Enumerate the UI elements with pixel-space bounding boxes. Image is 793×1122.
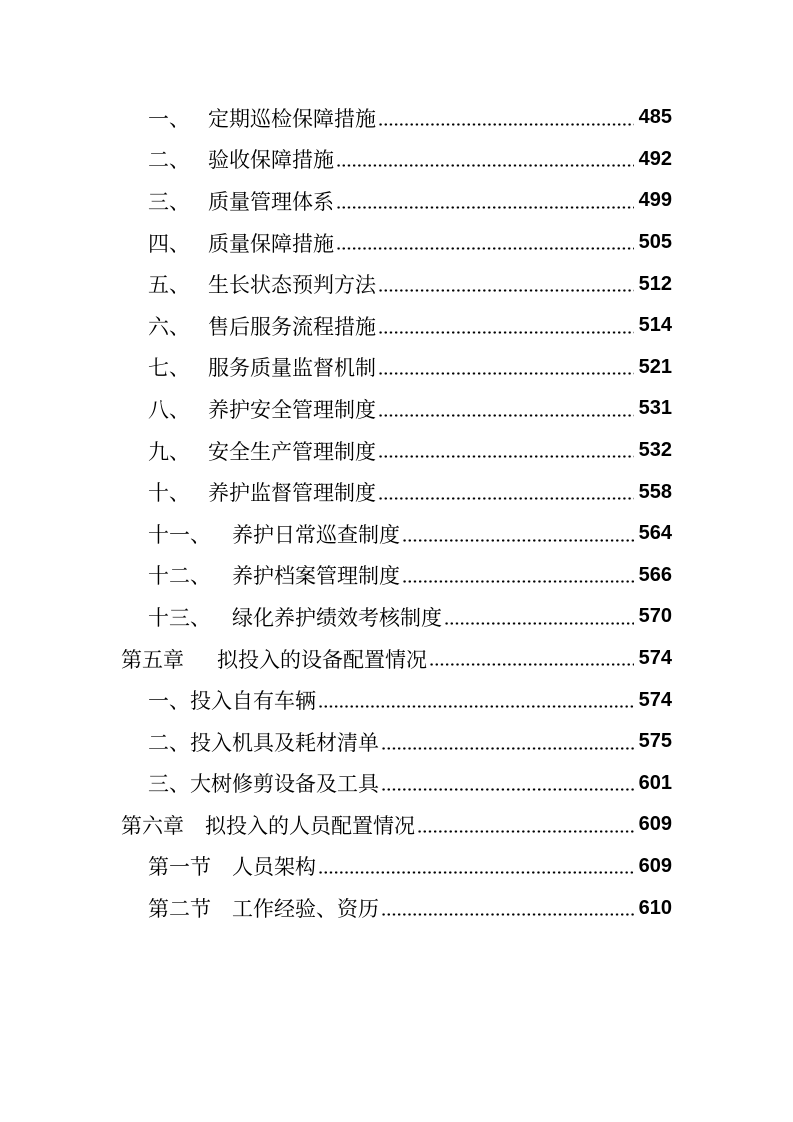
dot-leader: [336, 222, 634, 264]
toc-entry-title: 养护日常巡查制度: [232, 522, 400, 547]
toc-entry[interactable]: [0, 513, 793, 555]
toc-entry-number: 十三、: [148, 605, 211, 630]
toc-entry-number: 第二节: [148, 897, 211, 922]
toc-entry-title: 质量管理体系: [208, 189, 334, 214]
dot-leader: [402, 513, 634, 555]
dot-leader: [381, 763, 634, 805]
toc-entry-number: 十二、: [148, 564, 211, 589]
toc-entry-title: 三、大树修剪设备及工具: [148, 772, 379, 797]
toc-entry-title: 绿化养护绩效考核制度: [232, 605, 442, 630]
toc-entry-title: 一、投入自有车辆: [148, 689, 316, 714]
toc-entry-number: 六、: [148, 314, 190, 339]
toc-entry[interactable]: [0, 679, 793, 721]
toc-entry-title: 人员架构: [232, 855, 316, 880]
toc-entry[interactable]: [0, 180, 793, 222]
toc-entry-title: 售后服务流程措施: [208, 314, 376, 339]
toc-entry-page: 601: [638, 771, 672, 794]
toc-entry-title: 养护档案管理制度: [232, 564, 400, 589]
toc-entry[interactable]: [0, 139, 793, 181]
dot-leader: [318, 679, 634, 721]
toc-entry-page: 574: [638, 688, 672, 711]
dot-leader: [318, 846, 634, 888]
dot-leader: [336, 180, 634, 222]
toc-entry-number: 第六章: [121, 813, 184, 838]
dot-leader: [378, 388, 634, 430]
dot-leader: [336, 139, 634, 181]
toc-entry-page: 566: [638, 563, 672, 586]
toc-entry-page: 485: [638, 106, 672, 129]
toc-entry-page: 531: [638, 397, 672, 420]
toc-entry[interactable]: [0, 721, 793, 763]
toc-entry-title: 二、投入机具及耗材清单: [148, 730, 379, 755]
dot-leader: [378, 305, 634, 347]
toc-entry-title: 生长状态预判方法: [208, 273, 376, 298]
toc-entry-number: 四、: [148, 231, 190, 256]
toc-entry-number: 第一节: [148, 855, 211, 880]
toc-entry-page: 570: [638, 605, 672, 628]
dot-leader: [417, 804, 634, 846]
toc-entry-page: 521: [638, 355, 672, 378]
toc-entry-title: 养护监督管理制度: [208, 481, 376, 506]
toc-entry-title: 服务质量监督机制: [208, 356, 376, 381]
dot-leader: [381, 887, 634, 929]
dot-leader: [378, 97, 634, 139]
dot-leader: [381, 721, 634, 763]
toc-entry-title: 定期巡检保障措施: [208, 106, 376, 131]
dot-leader: [378, 471, 634, 513]
toc-entry-title: 养护安全管理制度: [208, 397, 376, 422]
dot-leader: [429, 638, 634, 680]
dot-leader: [378, 263, 634, 305]
toc-entry[interactable]: [0, 763, 793, 805]
toc-entry-page: 609: [638, 813, 672, 836]
toc-entry-page: 609: [638, 854, 672, 877]
toc-entry-page: 505: [638, 231, 672, 254]
toc-entry-title: 拟投入的人员配置情况: [205, 813, 415, 838]
toc-entry-page: 532: [638, 439, 672, 462]
toc-entry[interactable]: [0, 596, 793, 638]
table-of-contents: [0, 97, 793, 929]
toc-entry-page: 499: [638, 189, 672, 212]
toc-entry-number: 十、: [148, 481, 190, 506]
toc-entry-title: 验收保障措施: [208, 148, 334, 173]
toc-entry-page: 492: [638, 147, 672, 170]
toc-chapter-entry[interactable]: [0, 804, 793, 846]
toc-entry-title: 安全生产管理制度: [208, 439, 376, 464]
toc-entry-title: 拟投入的设备配置情况: [217, 647, 427, 672]
toc-entry[interactable]: [0, 222, 793, 264]
toc-entry-page: 610: [638, 896, 672, 919]
toc-chapter-entry[interactable]: [0, 638, 793, 680]
toc-entry-number: 第五章: [121, 647, 184, 672]
toc-entry[interactable]: [0, 471, 793, 513]
toc-entry-number: 十一、: [148, 522, 211, 547]
toc-entry[interactable]: [0, 97, 793, 139]
dot-leader: [402, 555, 634, 597]
toc-entry-number: 三、: [148, 189, 190, 214]
toc-entry-page: 575: [638, 730, 672, 753]
toc-entry-number: 二、: [148, 148, 190, 173]
dot-leader: [444, 596, 634, 638]
dot-leader: [378, 347, 634, 389]
toc-entry-number: 九、: [148, 439, 190, 464]
toc-section-entry[interactable]: [0, 846, 793, 888]
toc-entry-number: 八、: [148, 397, 190, 422]
toc-entry[interactable]: [0, 347, 793, 389]
toc-entry-number: 七、: [148, 356, 190, 381]
toc-entry[interactable]: [0, 555, 793, 597]
toc-entry-page: 574: [638, 647, 672, 670]
toc-entry-page: 512: [638, 272, 672, 295]
toc-entry[interactable]: [0, 263, 793, 305]
toc-entry[interactable]: [0, 388, 793, 430]
toc-entry-page: 558: [638, 480, 672, 503]
toc-entry-page: 564: [638, 522, 672, 545]
toc-entry[interactable]: [0, 430, 793, 472]
toc-section-entry[interactable]: [0, 887, 793, 929]
dot-leader: [378, 430, 634, 472]
toc-entry-number: 一、: [148, 106, 190, 131]
toc-entry-title: 质量保障措施: [208, 231, 334, 256]
toc-entry-title: 工作经验、资历: [232, 897, 379, 922]
toc-entry-page: 514: [638, 314, 672, 337]
toc-entry[interactable]: [0, 305, 793, 347]
toc-entry-number: 五、: [148, 273, 190, 298]
